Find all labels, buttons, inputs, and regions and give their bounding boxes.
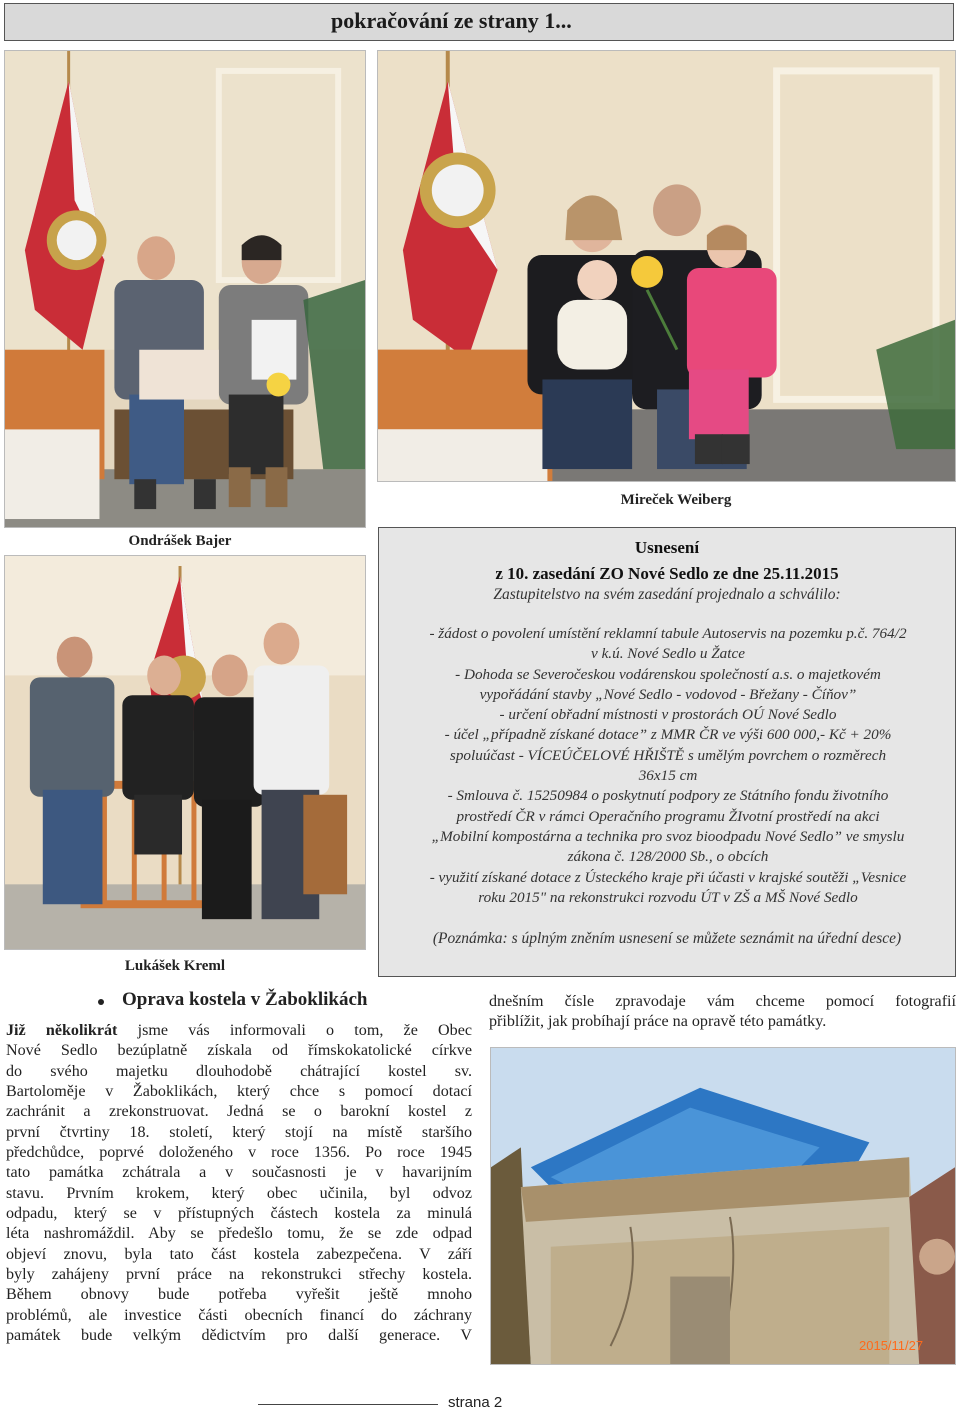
resolution-line: - využití získané dotace z Ústeckého kraje při účasti v krajské soutěži „Vesnice xyxy=(429,868,907,886)
article-line: Již několikrát jsme vás informovali o tom, že Obec xyxy=(6,1022,473,1039)
article-lead: Již několikrát xyxy=(6,1022,118,1039)
article-line: dnešním čísle zpravodaje vám chceme pomocí fotografií xyxy=(489,993,956,1010)
resolution-note: (Poznámka: s úplným zněním usnesení se můžete seznámit na úřední desce) xyxy=(432,930,902,947)
caption-mirecek-weiberg: Mireček Weiberg xyxy=(620,492,732,508)
resolution-line: - účel „případně získané dotace” z MMR ČR ve výši 600 000,- Kč + 20% xyxy=(444,726,892,744)
resolution-line: vypořádání stavby „Nové Sedlo - vodovod - Břežany - Číňov” xyxy=(479,685,857,703)
page-number: strana 2 xyxy=(448,1394,503,1411)
article-line: Nové Sedlo bezúplatně získala od římskokatolické církve xyxy=(6,1042,472,1060)
article-right-column xyxy=(489,992,956,1033)
article-line: předchůdce, poprvé doloženého v roce 1356. Po roce 1945 xyxy=(6,1144,472,1162)
resolution-line: - Dohoda se Severočeskou vodárenskou společností a.s. o majetkovém xyxy=(455,665,881,683)
resolution-line: - určení obřadní místnosti v prostorách OÚ Nové Sedlo xyxy=(499,706,837,724)
article-line: památek bude velkým dědictvím pro další generace. V xyxy=(6,1327,472,1345)
resolution-line: 36x15 cm xyxy=(638,767,698,785)
continuation-text: pokračování ze strany 1... xyxy=(331,8,572,33)
photo-mirecek-weiberg xyxy=(377,50,956,482)
resolution-items xyxy=(385,624,951,908)
resolution-box xyxy=(378,527,956,977)
resolution-line: - Smlouva č. 15250984 o poskytnutí podpory ze Státního fondu životního xyxy=(447,787,889,805)
article-line: zachránit a zrekonstruovat. Jedná se o barokní kostel z xyxy=(6,1103,472,1121)
photo-date-stamp: 2015/11/27 xyxy=(859,1338,924,1353)
resolution-line: spoluúčast - VÍCEÚČELOVÉ HŘIŠTĚ s umělým povrchem o rozměrech xyxy=(449,746,887,764)
article-line: objeví znovu, byla tato část kostela zabezpečena. V září xyxy=(6,1245,472,1263)
resolution-line: - žádost o povolení umístění reklamní tabule Autoservis na pozemku p.č. 764/2 xyxy=(429,625,907,642)
caption-ondrasek-bajer: Ondrášek Bajer xyxy=(128,533,232,549)
article-line: problémů, ale investice části obecních financí do záchrany xyxy=(6,1306,472,1324)
article-line: byly zahájeny první práce na rekonstrukci střechy kostela. xyxy=(6,1266,472,1284)
resolution-line: „Mobilní kompostárna a technika pro svoz bioodpadu Nové Sedlo” ve smyslu xyxy=(431,827,905,845)
resolution-line: zákona č. 128/2000 Sb., o obcích xyxy=(567,848,769,866)
article-line: přiblížit, jak probíhají práce na opravě této památky. xyxy=(489,1013,827,1031)
bullet-icon xyxy=(98,999,104,1005)
resolution-meeting: z 10. zasedání ZO Nové Sedlo ze dne 25.11.2015 xyxy=(495,564,839,583)
footer-rule xyxy=(258,1404,438,1405)
article-line: odpadu, který se v přístupných částech kostela za minulá xyxy=(6,1205,472,1223)
caption-lukasek-kreml: Lukášek Kreml xyxy=(124,958,226,974)
photo-lukasek-kreml xyxy=(4,555,366,950)
resolution-title: Usnesení xyxy=(634,538,700,557)
article-left-column xyxy=(6,1021,472,1347)
resolution-subtitle: Zastupitelstvo na svém zasedání projednalo a schválilo: xyxy=(493,586,841,603)
article-line: léta nashromáždil. Aby se předešlo tomu, že se zde odpad xyxy=(6,1225,472,1243)
continuation-header xyxy=(4,3,954,41)
resolution-line: prostředí ČR v rámci Operačního programu ŽIvotní prostředí na akci xyxy=(456,807,880,825)
photo-ondrasek-bajer xyxy=(4,50,366,528)
article-line: stavu. Prvním krokem, který obec učinila, byl odvoz xyxy=(6,1184,472,1202)
article-line: tato památka zchátrala a v současnosti je v havarijním xyxy=(6,1164,472,1182)
resolution-line: roku 2015" na rekonstrukci rozvodu ÚT v ZŠ a MŠ Nové Sedlo xyxy=(478,888,858,906)
article-line: Během obnovy bude potřeba vyřešit ještě mnoho xyxy=(6,1286,472,1304)
article-line: Bartoloměje v Žaboklikách, který chce s pomocí dotací xyxy=(6,1083,472,1101)
article-title: Oprava kostela v Žaboklikách xyxy=(122,989,368,1010)
photo-church-roof xyxy=(490,1047,956,1365)
resolution-line: v k.ú. Nové Sedlo u Žatce xyxy=(591,645,745,663)
article-line: do svého majetku dlouhodobě chátrající kostel sv. xyxy=(6,1062,472,1080)
article-line: první čtvrtiny 18. století, který stojí na místě staršího xyxy=(6,1123,472,1141)
